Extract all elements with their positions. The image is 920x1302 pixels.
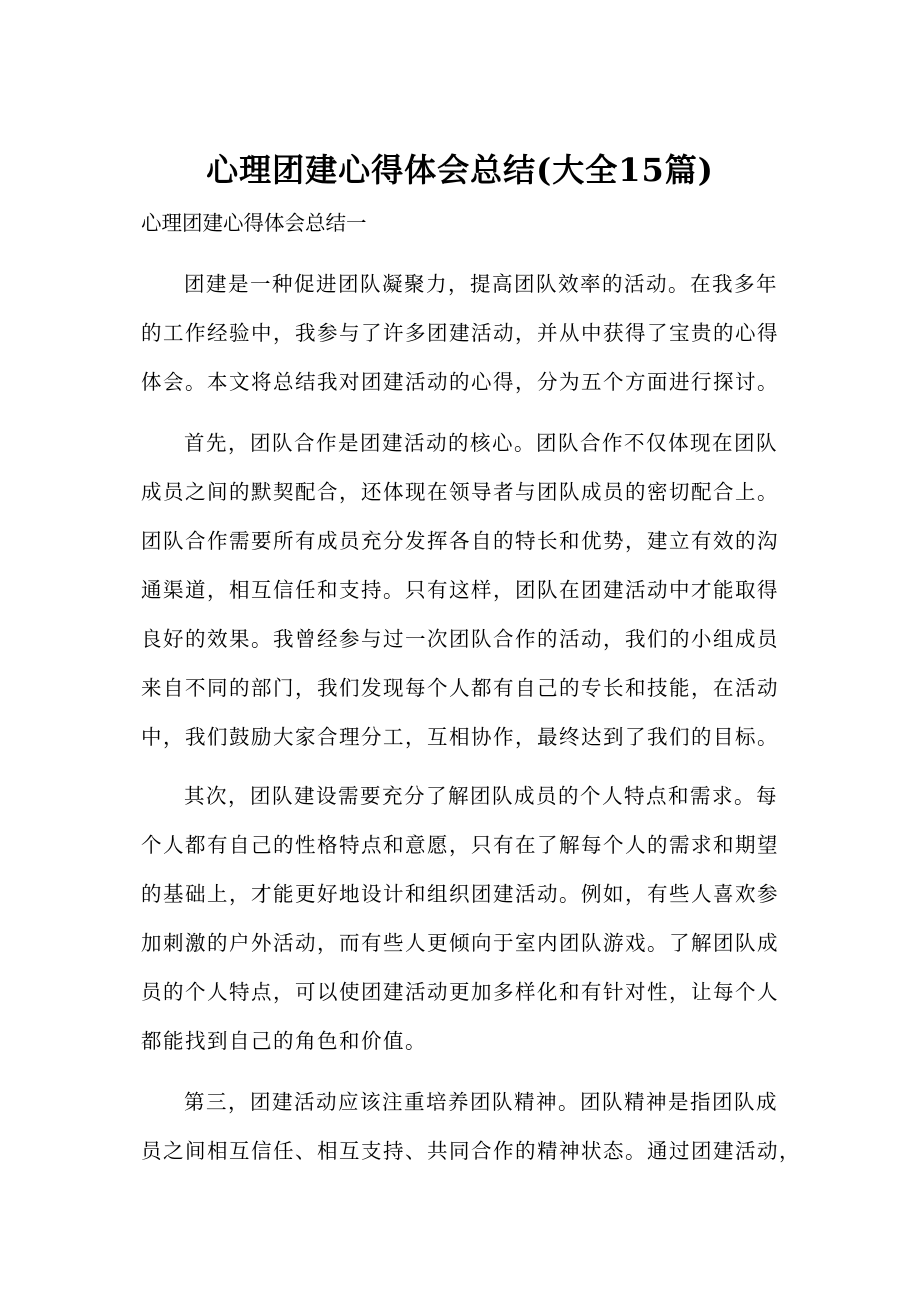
paragraph-4 [141,1078,801,1176]
paragraph-line: 通渠道，相互信任和支持。只有这样，团队在团建活动中才能取得 [141,578,779,602]
paragraph-line: 都能找到自己的角色和价值。 [141,1029,427,1053]
paragraph-line: 其次，团队建设需要充分了解团队成员的个人特点和需求。每 [184,784,778,808]
paragraph-line: 加刺激的户外活动，而有些人更倾向于室内团队游戏。了解团队成 [141,931,779,955]
paragraph-line: 团建是一种促进团队凝聚力，提高团队效率的活动。在我多年 [184,272,778,296]
paragraph-line: 来自不同的部门，我们发现每个人都有自己的专长和技能，在活动 [141,676,779,700]
paragraph-line: 成员之间的默契配合，还体现在领导者与团队成员的密切配合上。 [141,480,779,504]
paragraph-line: 第三，团建活动应该注重培养团队精神。团队精神是指团队成 [184,1090,778,1114]
paragraph-3 [141,772,801,1066]
paragraph-line: 体会。本文将总结我对团建活动的心得，分为五个方面进行探讨。 [141,370,779,394]
paragraph-line: 首先，团队合作是团建活动的核心。团队合作不仅体现在团队 [184,431,778,455]
paragraph-line: 良好的效果。我曾经参与过一次团队合作的活动，我们的小组成员 [141,627,779,651]
document-title: 心理团建心得体会总结(大全15篇) [206,151,714,189]
paragraph-line: 中，我们鼓励大家合理分工，互相协作，最终达到了我们的目标。 [141,725,779,749]
paragraph-line: 个人都有自己的性格特点和意愿，只有在了解每个人的需求和期望 [141,833,779,857]
paragraph-1 [141,260,801,407]
paragraph-line: 员之间相互信任、相互支持、共同合作的精神状态。通过团建活动， [141,1139,801,1163]
paragraph-line: 团队合作需要所有成员充分发挥各自的特长和优势，建立有效的沟 [141,529,779,553]
paragraph-line: 的工作经验中，我参与了许多团建活动，并从中获得了宝贵的心得 [141,321,779,345]
paragraph-2 [141,419,801,762]
section-heading: 心理团建心得体会总结一 [141,211,367,235]
paragraph-line: 的基础上，才能更好地设计和组织团建活动。例如，有些人喜欢参 [141,882,779,906]
paragraph-line: 员的个人特点，可以使团建活动更加多样化和有针对性，让每个人 [141,980,779,1004]
